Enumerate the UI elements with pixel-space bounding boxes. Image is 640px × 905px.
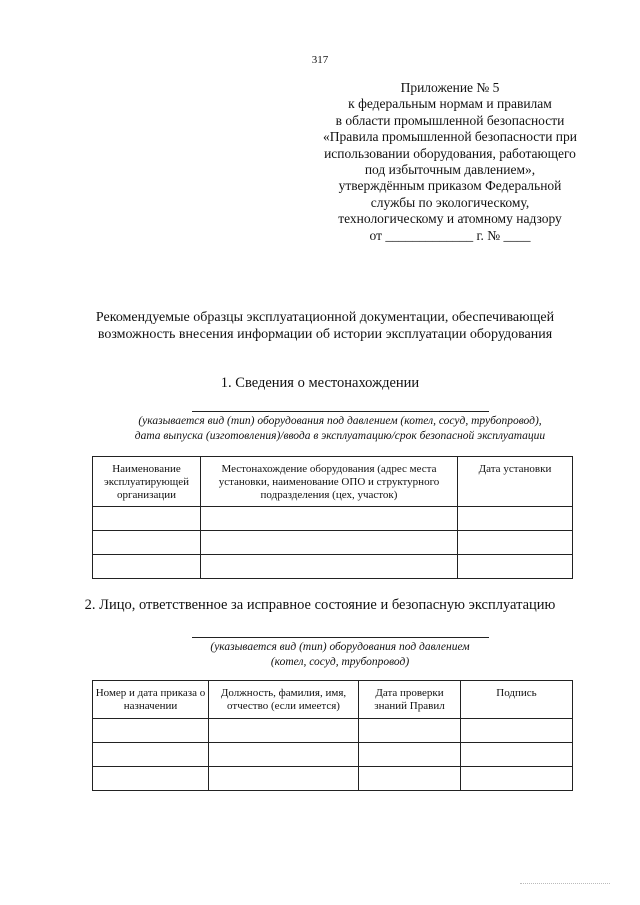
location-table xyxy=(92,456,573,579)
table-cell[interactable] xyxy=(458,555,573,579)
table-cell[interactable] xyxy=(209,719,359,743)
table-cell[interactable] xyxy=(209,743,359,767)
table-cell[interactable] xyxy=(201,555,458,579)
appendix-line: «Правила промышленной безопасности при xyxy=(322,129,577,145)
section-1-blank-line xyxy=(192,411,489,412)
table-cell[interactable] xyxy=(201,507,458,531)
column-header: Дата проверки знаний Правил xyxy=(359,681,461,719)
page-number: 317 xyxy=(311,54,329,66)
table-cell[interactable] xyxy=(201,531,458,555)
table-cell[interactable] xyxy=(209,767,359,791)
table-cell[interactable] xyxy=(93,767,209,791)
appendix-line: технологическому и атомному надзору xyxy=(338,211,562,227)
appendix-line: под избыточным давлением», xyxy=(364,162,536,178)
appendix-line: утверждённым приказом Федеральной xyxy=(338,178,562,194)
appendix-line: Приложение № 5 xyxy=(400,80,500,95)
title-line: Рекомендуемые образцы эксплуатационной документации, обеспечивающей xyxy=(95,310,555,325)
column-header: Местонахождение оборудования (адрес места установки, наименование ОПО и структурного подразделения (цех, участок) xyxy=(201,457,458,507)
caption-line: (котел, сосуд, трубопровод) xyxy=(270,656,410,668)
title-line: возможность внесения информации об истории эксплуатации оборудования xyxy=(97,327,553,342)
column-header: Должность, фамилия, имя, отчество (если имеется) xyxy=(209,681,359,719)
table-cell[interactable] xyxy=(461,719,573,743)
table-cell[interactable] xyxy=(93,719,209,743)
table-header-row xyxy=(93,457,573,507)
caption-line: (указывается вид (тип) оборудования под давлением xyxy=(210,641,470,653)
appendix-line: в области промышленной безопасности xyxy=(335,112,565,128)
caption-line: (указывается вид (тип) оборудования под давлением (котел, сосуд, трубопровод), xyxy=(138,415,542,427)
table-row xyxy=(93,531,573,555)
caption-line: дата выпуска (изготовления)/ввода в эксплуатацию/срок безопасной эксплуатации xyxy=(134,430,546,442)
table-cell[interactable] xyxy=(461,767,573,791)
column-header: Подпись xyxy=(461,681,573,719)
section-1-caption xyxy=(60,414,620,444)
table-row xyxy=(93,767,573,791)
column-header: Номер и дата приказа о назначении xyxy=(93,681,209,719)
table-cell[interactable] xyxy=(93,743,209,767)
table-row xyxy=(93,555,573,579)
appendix-line: службы по экологическому, xyxy=(370,194,530,210)
table-cell[interactable] xyxy=(93,507,201,531)
appendix-date-number-line: от _____________ г. № ____ xyxy=(369,227,531,243)
table-cell[interactable] xyxy=(359,767,461,791)
table-cell[interactable] xyxy=(458,531,573,555)
column-header: Наименование эксплуатирующей организации xyxy=(93,457,201,507)
responsible-person-table xyxy=(92,680,573,791)
appendix-line: использовании оборудования, работающего xyxy=(324,145,576,161)
table-cell[interactable] xyxy=(461,743,573,767)
document-title xyxy=(40,309,610,343)
section-2-heading: 2. Лицо, ответственное за исправное состояние и безопасную эксплуатацию xyxy=(84,597,556,613)
table-cell[interactable] xyxy=(93,555,201,579)
table-row xyxy=(93,507,573,531)
table-cell[interactable] xyxy=(93,531,201,555)
table-cell[interactable] xyxy=(359,719,461,743)
table-cell[interactable] xyxy=(458,507,573,531)
section-2-caption xyxy=(60,640,620,670)
table-header-row xyxy=(93,681,573,719)
table-row xyxy=(93,719,573,743)
section-2-blank-line xyxy=(192,637,489,638)
appendix-line: к федеральным нормам и правилам xyxy=(348,96,552,112)
table-row xyxy=(93,743,573,767)
appendix-block xyxy=(300,80,600,244)
table-cell[interactable] xyxy=(359,743,461,767)
section-1-heading: 1. Сведения о местонахождении xyxy=(220,375,420,391)
column-header: Дата установки xyxy=(458,457,573,507)
scan-artifact-line xyxy=(520,883,610,884)
